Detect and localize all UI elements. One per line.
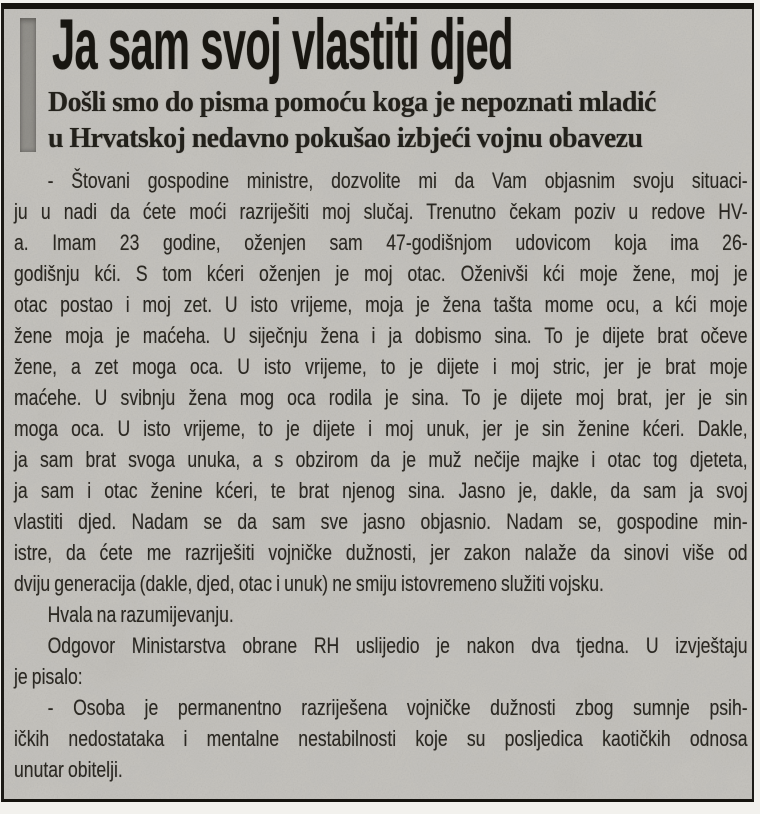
text-line: ju u nadi da ćete moći razriješiti moj slučaj. Trenutno čekam poziv u redove HV- [14,199,748,224]
text-line: otac postao i moj zet. U isto vrijeme, moja je žena tašta mome ocu, a kći moje [14,292,748,317]
paragraph-4 [14,692,748,785]
text-line: žene moja je maćeha. U siječnju žena i ja dobismo sina. To je dijete brat očeve [14,323,748,348]
text-line: - Osoba je permanentno razriješena vojničke dužnosti zbog sumnje psih- [47,695,748,720]
text-line: žene, a zet moga oca. U isto vrijeme, to je dijete i moj stric, jer je brat moje [14,354,748,379]
article-subtitle [48,85,754,157]
paragraph-2 [14,599,748,630]
text-line: vlastiti djed. Nadam se da sam sve jasno objasnio. Nadam se, gospodine min- [14,509,748,534]
text-line: je pisalo: [14,664,83,689]
subtitle-line-2: u Hrvatskoj nedavno pokušao izbjeći vojnu obavezu [48,123,643,154]
text-line: ičkih nedostataka i mentalne nestabilnosti koje su posljedica kaotičkih odnosa [14,726,748,751]
kicker-bar [20,18,36,152]
text-line: moga oca. U isto vrijeme, to je dijete i moj unuk, jer je sin ženine kćeri. Dakle, [14,416,748,441]
text-line: godišnju kći. S tom kćeri oženjen je moj otac. Oženivši kći moje žene, moj je [14,261,748,286]
text-line: istre, da ćete me razriješiti vojničke dužnosti, jer zakon nalaže da sinovi više od [14,540,748,565]
text-line: ja sam brat svoga unuka, a s obzirom da je muž nečije majke i otac tog djeteta, [14,447,748,472]
paragraph-3 [14,630,748,692]
text-line: a. Imam 23 godine, oženjen sam 47-godišnjom udovicom koja ima 26- [14,230,748,255]
text-line: Odgovor Ministarstva obrane RH uslijedio je nakon dva tjedna. U izvještaju [47,633,748,658]
text-line: maćehe. U svibnju žena mog oca rodila je sina. To je dijete moj brat, jer je sin [14,385,748,410]
newspaper-clipping [1,3,754,802]
article-title: Ja sam svoj vlastiti djed [52,6,513,85]
text-line: unutar obitelji. [14,757,123,782]
text-line: ja sam i otac ženine kćeri, te brat njenog sina. Jasno je, dakle, da sam ja svoj [14,478,748,503]
subtitle-line-1: Došli smo do pisma pomoću koga je nepoznati mladić [48,87,656,118]
text-line: Hvala na razumijevanju. [47,602,234,627]
article-body [14,165,748,785]
paragraph-1 [14,165,748,599]
text-line: - Štovani gospodine ministre, dozvolite mi da Vam objasnim svoju situaci- [47,168,748,193]
text-line: dviju generacija (dakle, djed, otac i unuk) ne smiju istovremeno služiti vojsku. [14,571,604,596]
